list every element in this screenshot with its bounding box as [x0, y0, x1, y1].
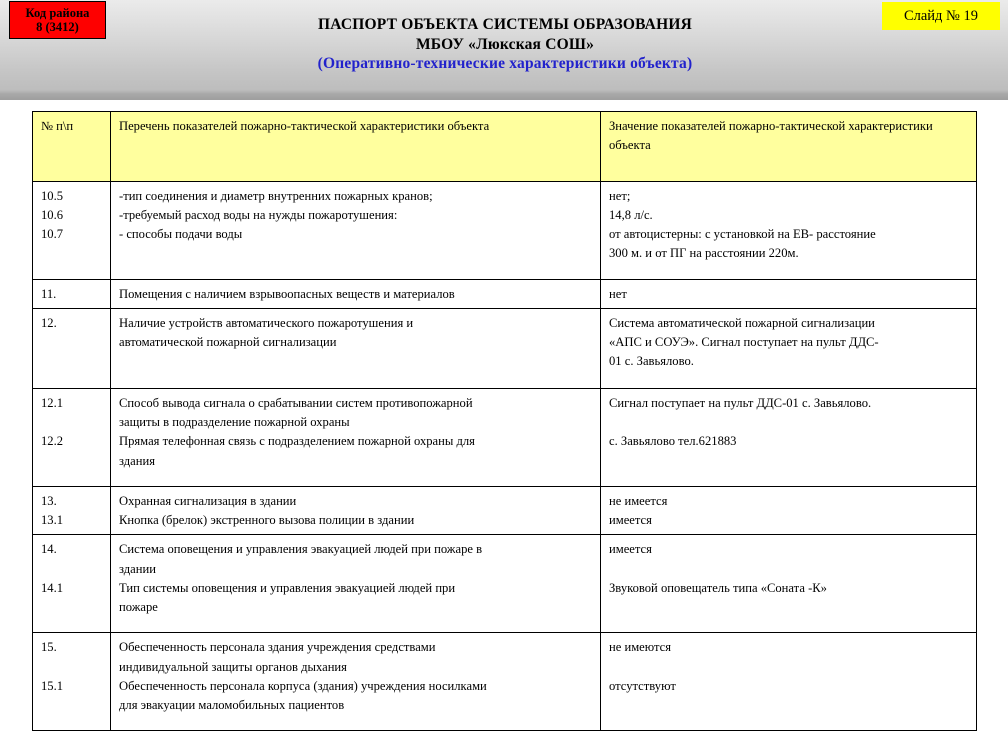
cell-value	[601, 535, 977, 633]
passport-table-wrapper	[32, 111, 976, 731]
cell-line: здания	[119, 453, 156, 468]
cell-line: имеется	[609, 542, 652, 557]
table-row	[33, 309, 977, 389]
cell-number	[33, 633, 111, 731]
cell-line: не имеются	[609, 640, 672, 655]
column-header-indicator: Перечень показателей пожарно-тактической характеристики объекта	[111, 112, 601, 182]
cell-value	[601, 487, 977, 535]
cell-line: для эвакуации маломобильных пациентов	[119, 697, 345, 712]
cell-line	[609, 413, 969, 432]
table-head	[33, 112, 977, 182]
cell-description	[111, 535, 601, 633]
title-line-3: (Оперативно-технические характеристики объекта)	[317, 55, 693, 73]
cell-line	[41, 658, 103, 677]
cell-line: Система оповещения и управления эвакуацией людей при пожаре в	[119, 542, 483, 557]
slide-number-badge	[882, 2, 1000, 30]
table-row	[33, 389, 977, 487]
title-line-2: МБОУ «Люкская СОШ»	[415, 35, 595, 53]
cell-line	[41, 413, 103, 432]
cell-line: «АПС и СОУЭ». Сигнал поступает на пульт ДДС-	[609, 335, 879, 350]
cell-line: Наличие устройств автоматического пожаротушения и	[119, 316, 414, 331]
cell-line: Охранная сигнализация в здании	[119, 494, 297, 509]
district-code-value: 8 (3412)	[36, 20, 79, 34]
cell-line: -требуемый расход воды на нужды пожаротушения:	[119, 208, 398, 223]
column-header-value: Значение показателей пожарно-тактической характеристики объекта	[601, 112, 977, 182]
cell-line: здании	[119, 561, 156, 576]
cell-line: - способы подачи воды	[119, 227, 243, 242]
cell-value	[601, 182, 977, 280]
cell-line: нет;	[609, 189, 631, 203]
cell-line: 10.5	[41, 189, 64, 203]
slide-number-label: Слайд № 19	[903, 7, 979, 24]
district-code-badge	[9, 1, 106, 39]
cell-line: пожаре	[119, 599, 158, 614]
table-row	[33, 633, 977, 731]
cell-line: Обеспеченность персонала корпуса (здания) учреждения носилками	[119, 678, 487, 693]
page-title	[140, 15, 870, 74]
cell-line: Способ вывода сигнала о срабатывании систем противопожарной	[119, 396, 473, 411]
table-row	[33, 487, 977, 535]
cell-line: 11.	[41, 287, 57, 301]
cell-line: 10.6	[41, 208, 64, 223]
cell-line: Кнопка (брелок) экстренного вызова полиции в здании	[119, 513, 415, 528]
table-body	[33, 182, 977, 731]
cell-line: Сигнал поступает на пульт ДДС-01 с. Завьялово.	[609, 396, 872, 411]
cell-number	[33, 389, 111, 487]
cell-line: 14.1	[41, 580, 64, 595]
cell-line: Обеспеченность персонала здания учреждения средствами	[119, 640, 436, 655]
title-line-1: ПАСПОРТ ОБЪЕКТА СИСТЕМЫ ОБРАЗОВАНИЯ	[318, 16, 692, 33]
cell-value	[601, 389, 977, 487]
district-code-label: Код района	[25, 5, 90, 20]
cell-line: имеется	[609, 513, 652, 528]
cell-line: нет	[609, 287, 627, 301]
cell-line: 13.	[41, 494, 57, 509]
cell-line: -тип соединения и диаметр внутренних пожарных кранов;	[119, 189, 433, 203]
cell-number	[33, 487, 111, 535]
cell-number	[33, 309, 111, 389]
cell-line: 13.1	[41, 513, 64, 528]
cell-line: 12.1	[41, 396, 64, 411]
cell-line: Помещения с наличием взрывоопасных веществ и материалов	[119, 287, 455, 301]
cell-line: 15.1	[41, 678, 64, 693]
column-header-number: № п\п	[33, 112, 111, 182]
cell-description	[111, 633, 601, 731]
cell-line: 15.	[41, 640, 57, 655]
cell-line: Звуковой оповещатель типа «Соната -К»	[609, 580, 827, 595]
table-row	[33, 535, 977, 633]
table-row	[33, 280, 977, 309]
cell-description	[111, 309, 601, 389]
cell-line: автоматической пожарной сигнализации	[119, 335, 337, 350]
cell-line: 14,8 л/с.	[609, 208, 653, 223]
cell-line: защиты в подразделение пожарной охраны	[119, 415, 350, 430]
cell-number	[33, 280, 111, 309]
cell-line: не имеется	[609, 494, 668, 509]
cell-value	[601, 633, 977, 731]
cell-value	[601, 309, 977, 389]
cell-description	[111, 182, 601, 280]
cell-line	[41, 560, 103, 579]
cell-description	[111, 280, 601, 309]
cell-number	[33, 182, 111, 280]
cell-line: 300 м. и от ПГ на расстоянии 220м.	[609, 246, 799, 261]
cell-line	[609, 658, 969, 677]
cell-line: 12.2	[41, 434, 64, 449]
cell-line: Прямая телефонная связь с подразделением пожарной охраны для	[119, 434, 475, 449]
cell-line: 12.	[41, 316, 57, 331]
cell-line: индивидуальной защиты органов дыхания	[119, 659, 347, 674]
passport-table	[32, 111, 977, 731]
header-banner	[0, 0, 1008, 100]
cell-line: 10.7	[41, 227, 64, 242]
cell-line: 14.	[41, 542, 57, 557]
cell-line: от автоцистерны: с установкой на ЕВ- расстояние	[609, 227, 876, 242]
cell-line	[609, 560, 969, 579]
table-header-row	[33, 112, 977, 182]
cell-description	[111, 487, 601, 535]
cell-line: отсутствуют	[609, 678, 676, 693]
cell-number	[33, 535, 111, 633]
cell-line: Система автоматической пожарной сигнализации	[609, 316, 875, 331]
table-row	[33, 182, 977, 280]
cell-value	[601, 280, 977, 309]
cell-line: с. Завьялово тел.621883	[609, 434, 737, 449]
cell-line: 01 с. Завьялово.	[609, 354, 694, 369]
cell-line: Тип системы оповещения и управления эвакуацией людей при	[119, 580, 456, 595]
cell-description	[111, 389, 601, 487]
